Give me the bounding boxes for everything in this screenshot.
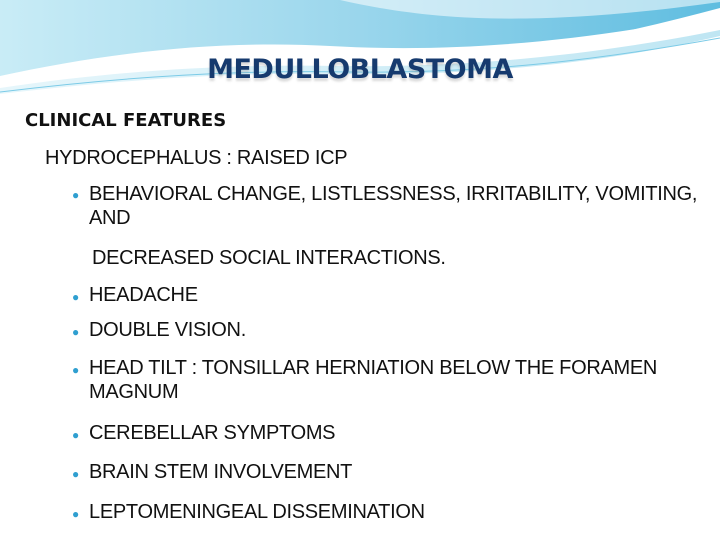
slide-title: MEDULLOBLASTOMA [207,54,513,85]
bullet-item: DOUBLE VISION. [89,319,246,341]
bullet-icon: ● [72,467,80,481]
subheading: HYDROCEPHALUS : RAISED ICP [45,147,348,169]
bullet-icon: ● [72,325,80,339]
bullet-icon: ● [72,428,80,442]
section-heading: CLINICAL FEATURES [25,110,227,131]
bullet-icon: ● [72,507,80,521]
bullet-item: BEHAVIORAL CHANGE, LISTLESSNESS, IRRITABILITY, VOMITING, AND [89,183,698,229]
bullet-item: CEREBELLAR SYMPTOMS [89,422,336,444]
bullet-icon: ● [72,290,80,304]
bullet-item: BRAIN STEM INVOLVEMENT [89,461,353,483]
bullet-icon: ● [72,188,80,202]
bullet-item: HEADACHE [89,284,198,306]
bullet-item: LEPTOMENINGEAL DISSEMINATION [89,501,425,523]
bullet-continuation: DECREASED SOCIAL INTERACTIONS. [92,247,446,269]
bullet-item: HEAD TILT : TONSILLAR HERNIATION BELOW THE FORAMEN MAGNUM [89,357,658,403]
bullet-icon: ● [72,363,80,377]
